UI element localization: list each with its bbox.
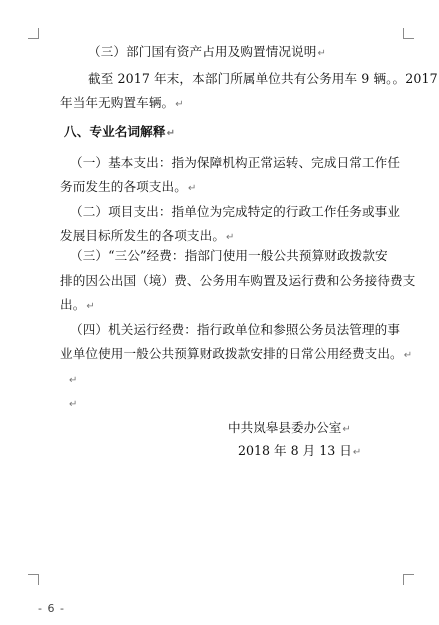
paragraph-mark-icon: ↵ xyxy=(403,350,413,361)
para-basic-expense-line-2: 务而发生的各项支出。↵ xyxy=(60,179,197,194)
para-operating-expense-line-2: 业单位使用一般公共预算财政拨款安排的日常公用经费支出。↵ xyxy=(60,346,413,361)
paragraph-mark-icon: ↵ xyxy=(317,48,326,59)
para-three-public-line-1: （三）“三公”经费：指部门使用一般公共预算财政拨款安 xyxy=(70,248,388,263)
paragraph-mark-icon: ↵ xyxy=(166,128,176,139)
section-eight-heading: 八、专业名词解释↵ xyxy=(64,124,176,139)
para-asset-heading: （三）部门国有资产占用及购置情况说明↵ xyxy=(88,44,326,59)
para-three-public-line-2: 排的因公出国（境）费、公务用车购置及运行费和公务接待费支 xyxy=(60,273,416,288)
paragraph-mark-icon: ↵ xyxy=(187,183,197,194)
margin-corner-bottom-left xyxy=(28,574,39,585)
para-basic-expense-line-1: （一）基本支出：指为保障机构正常运转、完成日常工作任 xyxy=(70,155,401,170)
paragraph-mark-icon: ↵ xyxy=(175,99,184,110)
paragraph-mark-icon: ↵ xyxy=(86,301,95,312)
paragraph-mark-icon: ↵ xyxy=(352,447,362,458)
para-project-expense-line-1: （二）项目支出：指单位为完成特定的行政工作任务或事业 xyxy=(70,204,401,219)
para-vehicles-line-1: 截至 2017 年末，本部门所属单位共有公务用车 9 辆。。2017 xyxy=(88,71,438,86)
paragraph-mark-icon: ↵ xyxy=(69,399,78,410)
para-vehicles-line-2: 年当年无购置车辆。↵ xyxy=(60,95,184,110)
signature-org: 中共岚皋县委办公室↵ xyxy=(228,420,351,435)
page-number: - 6 - xyxy=(38,602,65,615)
empty-paragraph xyxy=(68,395,77,413)
signature-date: 2018 年 8 月 13 日↵ xyxy=(238,443,362,458)
para-three-public-line-3: 出。↵ xyxy=(60,297,95,312)
margin-corner-top-right xyxy=(403,28,414,39)
para-operating-expense-line-1: （四）机关运行经费：指行政单位和参照公务员法管理的事 xyxy=(70,322,401,337)
paragraph-mark-icon: ↵ xyxy=(342,424,351,435)
para-project-expense-line-2: 发展目标所发生的各项支出。↵ xyxy=(60,228,235,243)
empty-paragraph xyxy=(68,371,77,389)
margin-corner-bottom-right xyxy=(403,574,414,585)
paragraph-mark-icon: ↵ xyxy=(69,375,78,386)
paragraph-mark-icon: ↵ xyxy=(226,232,235,243)
margin-corner-top-left xyxy=(28,28,39,39)
